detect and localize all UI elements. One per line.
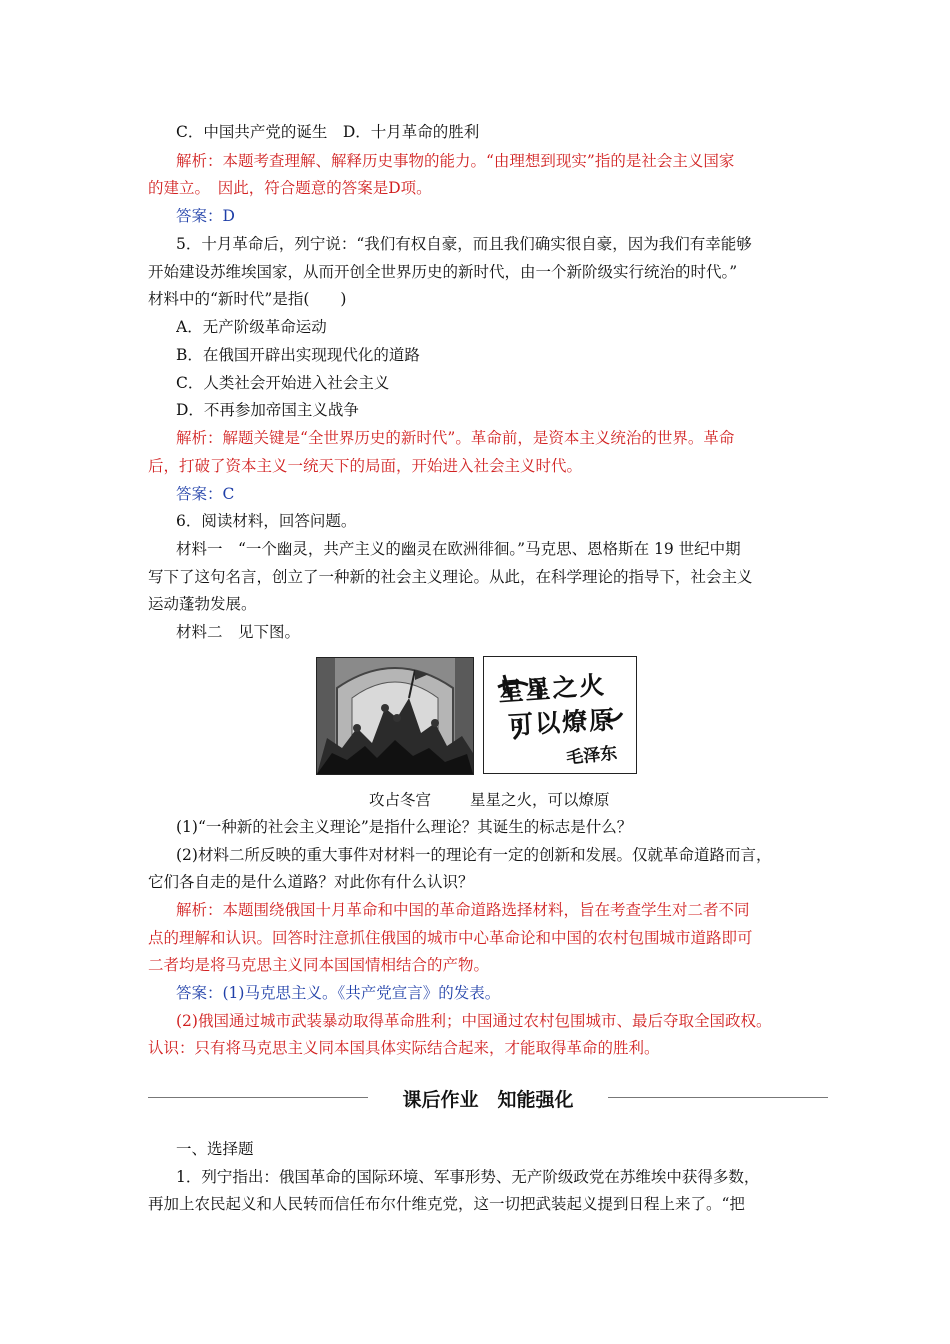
calligraphy-line1: 星星之火 bbox=[497, 670, 608, 707]
storming-winter-palace-image bbox=[316, 657, 474, 775]
q6-question1: (1)“一种新的社会主义理论”是指什么理论？其诞生的标志是什么？ bbox=[176, 818, 633, 836]
q5-stem-line3: 材料中的“新时代”是指( ) bbox=[148, 290, 347, 308]
q6-material1-line1: 材料一 “一个幽灵，共产主义的幽灵在欧洲徘徊。”马克思、恩格斯在 19 世纪中期 bbox=[176, 540, 741, 558]
q6-analysis-line1: 解析：本题围绕俄国十月革命和中国的革命道路选择材料，旨在考查学生对二者不同 bbox=[176, 901, 750, 919]
section-title: 课后作业 知能强化 bbox=[396, 1089, 579, 1111]
q5-option-b: B．在俄国开辟出实现现代化的道路 bbox=[176, 346, 420, 364]
caption-single-spark: 星星之火，可以燎原 bbox=[470, 791, 610, 809]
exercise-q1-line1: 1．列宁指出：俄国革命的国际环境、军事形势、无产阶级政党在苏维埃中获得多数， bbox=[176, 1168, 760, 1186]
q4-answer: 答案：D bbox=[176, 207, 235, 225]
q6-material2: 材料二 见下图。 bbox=[176, 623, 301, 641]
q6-answer-line1: 答案：(1)马克思主义。《共产党宣言》的发表。 bbox=[176, 984, 501, 1002]
calligraphy-signature: 毛泽东 bbox=[565, 743, 619, 769]
q5-option-d: D．不再参加帝国主义战争 bbox=[176, 401, 359, 419]
q5-stem-line1: 5．十月革命后，列宁说：“我们有权自豪，而且我们确实很自豪，因为我们有幸能够 bbox=[176, 235, 752, 253]
calligraphy-line2: 可以燎原 bbox=[507, 705, 617, 740]
q6-analysis-line3: 二者均是将马克思主义同本国国情相结合的产物。 bbox=[148, 956, 490, 974]
section-divider bbox=[148, 1083, 828, 1111]
q5-option-c: C．人类社会开始进入社会主义 bbox=[176, 374, 390, 392]
q5-analysis-line2: 后，打破了资本主义一统天下的局面，开始进入社会主义时代。 bbox=[148, 457, 583, 475]
q5-option-a: A．无产阶级革命运动 bbox=[176, 318, 327, 336]
caption-storming-winter-palace: 攻占冬宫 bbox=[369, 791, 432, 809]
q4-options-cd: C．中国共产党的诞生 D．十月革命的胜利 bbox=[176, 123, 480, 141]
q4-analysis-line1: 解析：本题考查理解、解释历史事物的能力。“由理想到现实”指的是社会主义国家 bbox=[176, 152, 735, 170]
q6-question2-line1: (2)材料二所反映的重大事件对材料一的理论有一定的创新和发展。仅就革命道路而言， bbox=[176, 846, 772, 864]
q6-analysis-line2: 点的理解和认识。回答时注意抓住俄国的城市中心革命论和中国的农村包围城市道路即可 bbox=[148, 929, 753, 947]
q6-stem: 6．阅读材料，回答问题。 bbox=[176, 512, 357, 530]
q6-question2-line2: 它们各自走的是什么道路？对此你有什么认识？ bbox=[148, 873, 474, 891]
q6-material1-line3: 运动蓬勃发展。 bbox=[148, 595, 257, 613]
mao-calligraphy-image bbox=[483, 656, 637, 774]
q6-answer-line2: (2)俄国通过城市武装暴动取得革命胜利；中国通过农村包围城市、最后夺取全国政权。 bbox=[176, 1012, 772, 1030]
q5-analysis-line1: 解析：解题关键是“全世界历史的新时代”。革命前，是资本主义统治的世界。革命 bbox=[176, 429, 735, 447]
q6-material1-line2: 写下了这句名言，创立了一种新的社会主义理论。从此，在科学理论的指导下，社会主义 bbox=[148, 568, 753, 586]
q4-analysis-line2: 的建立。 因此，符合题意的答案是D项。 bbox=[148, 179, 432, 197]
exercise-heading: 一、选择题 bbox=[176, 1140, 254, 1158]
q5-stem-line2: 开始建设苏维埃国家，从而开创全世界历史的新时代，由一个新阶级实行统治的时代。” bbox=[148, 263, 738, 281]
q5-answer: 答案：C bbox=[176, 485, 235, 503]
exercise-q1-line2: 再加上农民起义和人民转而信任布尔什维克党，这一切把武装起义提到日程上来了。“把 bbox=[148, 1195, 745, 1213]
q6-answer-line3: 认识：只有将马克思主义同本国具体实际结合起来，才能取得革命的胜利。 bbox=[148, 1039, 660, 1057]
